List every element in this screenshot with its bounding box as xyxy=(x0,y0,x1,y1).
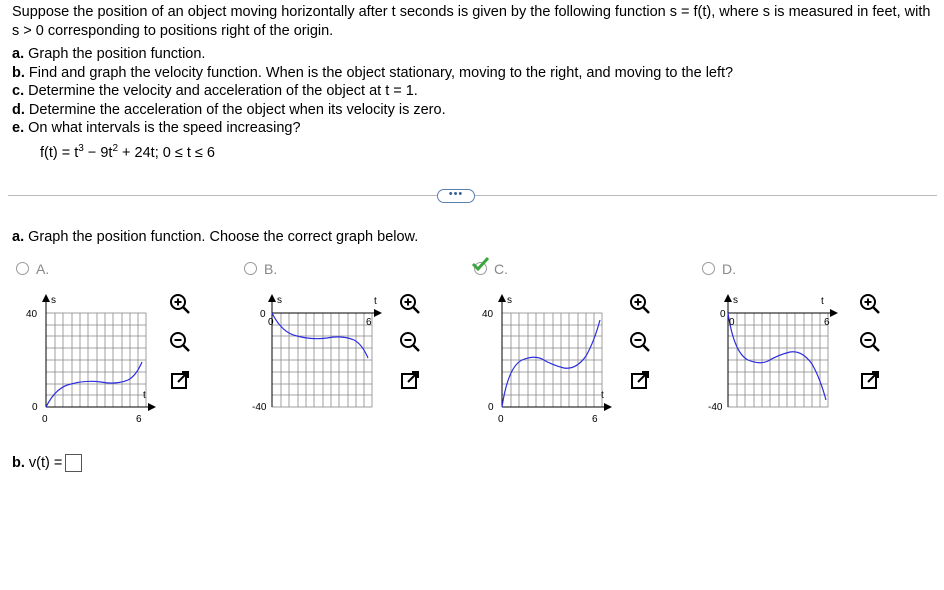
part-b: b. Find and graph the velocity function. When is the object stationary, moving to the right, and moving to the left? xyxy=(12,64,734,81)
axes xyxy=(724,294,838,407)
t-tick-label: 6 xyxy=(366,317,372,328)
s-tick-label: 40 xyxy=(26,309,38,320)
curve xyxy=(502,320,600,407)
checkmark-icon xyxy=(470,256,490,272)
option-a-graph xyxy=(26,292,156,426)
grid xyxy=(502,313,602,407)
curve xyxy=(728,313,826,400)
popout-icon[interactable] xyxy=(858,368,882,392)
s-tick-label: -40 xyxy=(252,402,267,413)
answer-b xyxy=(12,454,82,472)
axes xyxy=(42,294,156,411)
s-label: s xyxy=(51,295,56,306)
zoom-in-icon[interactable] xyxy=(398,292,422,316)
option-d-radio[interactable] xyxy=(702,262,715,275)
s-label: s xyxy=(733,295,738,306)
s-label: s xyxy=(507,295,512,306)
axes xyxy=(498,294,612,411)
t-label: t xyxy=(821,296,824,307)
zoom-in-icon[interactable] xyxy=(168,292,192,316)
s-tick-label: 40 xyxy=(482,309,494,320)
problem-statement xyxy=(12,3,937,138)
t-tick-label: 6 xyxy=(592,414,598,425)
option-c-letter: C. xyxy=(494,261,508,277)
answer-b-label: b. xyxy=(12,455,25,471)
t-tick-label: 6 xyxy=(824,317,830,328)
part-e: e. On what intervals is the speed increasing? xyxy=(12,120,301,136)
option-b-graph xyxy=(252,292,392,426)
popout-icon[interactable] xyxy=(628,368,652,392)
problem-parts xyxy=(12,45,937,138)
position-formula: $f(t) = t^3 - 9t^2 + 24t$; 0 ≤ t ≤ 6 xyxy=(40,143,215,161)
t-tick-label: 6 xyxy=(136,414,142,425)
t-zero-label: 0 xyxy=(729,317,735,328)
part-d: d. Determine the acceleration of the object when its velocity is zero. xyxy=(12,101,446,118)
popout-icon[interactable] xyxy=(398,368,422,392)
zoom-out-icon[interactable] xyxy=(398,330,422,354)
zoom-out-icon[interactable] xyxy=(628,330,652,354)
t-label: t xyxy=(601,390,604,401)
zoom-in-icon[interactable] xyxy=(858,292,882,316)
option-d-letter: D. xyxy=(722,261,736,277)
grid xyxy=(272,313,372,407)
t-label: t xyxy=(143,390,146,401)
s-zero-label: 0 xyxy=(32,402,38,413)
s-zero-label: 0 xyxy=(488,402,494,413)
grid xyxy=(728,313,828,407)
part-a: a. Graph the position function. xyxy=(12,46,206,62)
t-zero-label: 0 xyxy=(42,414,48,425)
t-zero-label: 0 xyxy=(268,317,274,328)
t-label: t xyxy=(374,296,377,307)
option-d-graph xyxy=(708,292,848,426)
answer-b-text: v(t) = xyxy=(24,455,63,471)
velocity-answer-input[interactable] xyxy=(65,454,82,472)
s-zero-label: 0 xyxy=(720,309,726,320)
s-zero-label: 0 xyxy=(260,309,266,320)
option-a-letter: A. xyxy=(36,261,50,277)
zoom-out-icon[interactable] xyxy=(858,330,882,354)
question-a: a. Graph the position function. Choose the correct graph below. xyxy=(12,229,419,245)
curve xyxy=(272,313,368,358)
t-zero-label: 0 xyxy=(498,414,504,425)
part-c: c. Determine the velocity and acceleration of the object at t = 1. xyxy=(12,83,418,99)
s-label: s xyxy=(277,295,282,306)
option-b-letter: B. xyxy=(264,261,278,277)
problem-intro: Suppose the position of an object moving horizontally after t seconds is given by the following function s = f(t), where s is measured in feet, with s > 0 corresponding to positions right of the origin. xyxy=(12,4,931,39)
curve xyxy=(46,362,142,407)
zoom-in-icon[interactable] xyxy=(628,292,652,316)
option-b-radio[interactable] xyxy=(244,262,257,275)
popout-icon[interactable] xyxy=(168,368,192,392)
grid xyxy=(46,313,146,407)
zoom-out-icon[interactable] xyxy=(168,330,192,354)
s-tick-label: -40 xyxy=(708,402,723,413)
option-a-radio[interactable] xyxy=(16,262,29,275)
option-c-graph xyxy=(482,292,622,426)
expand-more-button[interactable]: ••• xyxy=(437,189,475,203)
